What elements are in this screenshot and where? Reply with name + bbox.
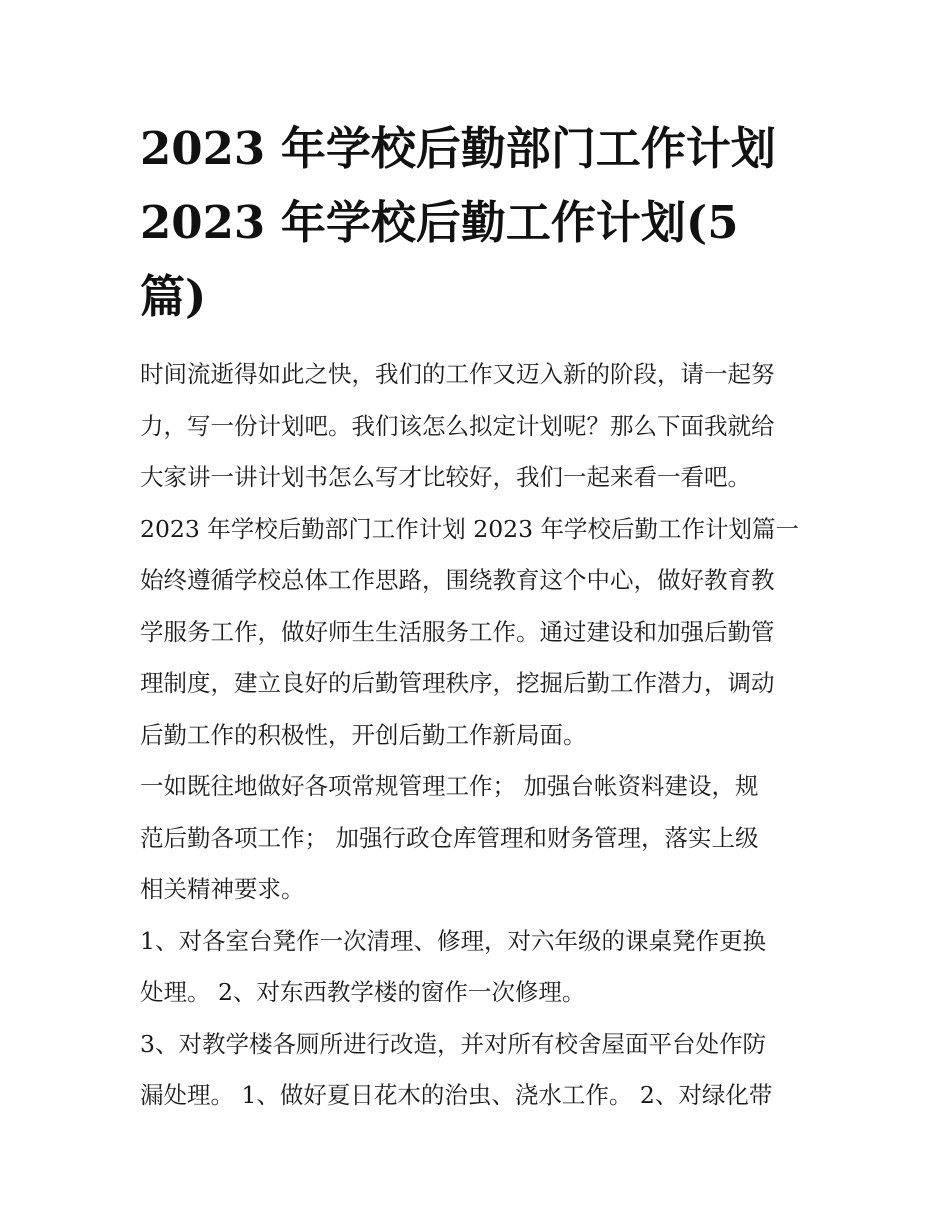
text-line: 时间流逝得如此之快，我们的工作又迈入新的阶段，请一起努 <box>140 360 775 388</box>
paragraph-intro <box>140 349 820 504</box>
paragraph-routine <box>140 761 820 916</box>
text-line: 始终遵循学校总体工作思路，围绕教育这个中心，做好教育教 <box>140 566 775 594</box>
text-line: 学服务工作，做好师生生活服务工作。通过建设和加强后勤管 <box>140 617 775 646</box>
document-body <box>140 349 820 1122</box>
text-line: 2023 年学校后勤部门工作计划 2023 年学校后勤工作计划篇一 <box>140 514 800 543</box>
text-line: 3、对教学楼各厕所进行改造，并对所有校舍屋面平台处作防 <box>140 1029 766 1058</box>
text-line: 1、对各室台凳作一次清理、修理，对六年级的课桌凳作更换 <box>140 926 766 955</box>
text-line: 后勤工作的积极性，开创后勤工作新局面。 <box>140 720 587 749</box>
title-line-1: 2023 年学校后勤部门工作计划 <box>140 122 776 175</box>
title-line-3: 篇) <box>140 270 207 323</box>
paragraph-guideline <box>140 555 820 761</box>
paragraph-items-2 <box>140 1019 820 1122</box>
text-line: 处理。 2、对东西教学楼的窗作一次修理。 <box>140 978 586 1006</box>
document-title <box>140 112 820 334</box>
text-line: 力，写一份计划吧。我们该怎么拟定计划呢？那么下面我就给 <box>140 411 775 440</box>
paragraph-section-heading <box>140 504 820 556</box>
text-line: 大家讲一讲计划书怎么写才比较好，我们一起来看一看吧。 <box>140 463 751 491</box>
text-line: 理制度，建立良好的后勤管理秩序，挖掘后勤工作潜力，调动 <box>140 669 775 697</box>
title-line-2: 2023 年学校后勤工作计划(5 <box>140 196 739 249</box>
paragraph-items-1 <box>140 916 820 1019</box>
text-line: 一如既往地做好各项常规管理工作； 加强台帐资料建设，规 <box>140 772 759 800</box>
text-line: 范后勤各项工作； 加强行政仓库管理和财务管理，落实上级 <box>140 823 759 852</box>
text-line: 相关精神要求。 <box>140 875 305 903</box>
text-line: 漏处理。 1、做好夏日花木的治虫、浇水工作。 2、对绿化带 <box>140 1081 773 1109</box>
